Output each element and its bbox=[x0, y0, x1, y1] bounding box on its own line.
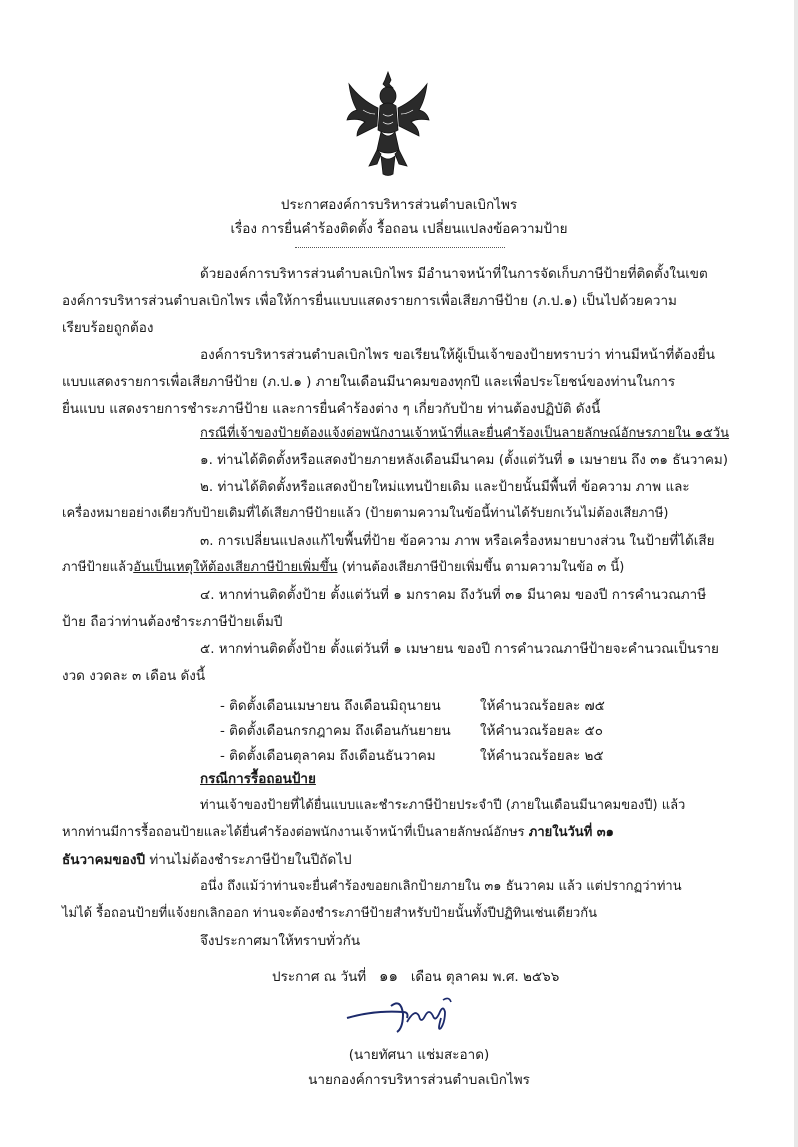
paragraph-3-line-1: ท่านเจ้าของป้ายที่ได้ยื่นแบบและชำระภาษีป้ายประจำปี (ภายในเดือนมีนาคมของปี) แล้ว bbox=[200, 798, 686, 813]
item-4-line-2: ป้าย ถือว่าท่านต้องชำระภาษีป้ายเต็มปี bbox=[62, 614, 283, 630]
paragraph-3-line-3 bbox=[62, 851, 352, 869]
paragraph-3-line-2 bbox=[62, 824, 614, 842]
case-1-heading: กรณีที่เจ้าของป้ายต้องแจ้งต่อพนักงานเจ้าหน้าที่และยื่นคำร้องเป็นลายลักษณ์อักษรภายใน ๑๕วัน bbox=[200, 426, 730, 441]
date-prefix: ประกาศ ณ วันที่ bbox=[272, 969, 367, 985]
paragraph-3-line-2-start: หากท่านมีการรื้อถอนป้ายและได้ยื่นคำร้องต่อพนักงานเจ้าหน้าที่เป็นลายลักษณ์อักษร bbox=[62, 825, 529, 840]
paragraph-3-line-3-end: ท่านไม่ต้องชำระภาษีป้ายในปีถัดไป bbox=[145, 852, 352, 868]
separator-dotted-line bbox=[295, 247, 505, 248]
handwritten-signature bbox=[345, 988, 475, 1043]
item-3-line-2-end: (ท่านต้องเสียภาษีป้ายเพิ่มขึ้น ตามความในข้อ ๓ นี้) bbox=[337, 560, 625, 575]
rate-period-2: - ติดตั้งเดือนกรกฎาคม ถึงเดือนกันยายน bbox=[220, 723, 451, 739]
item-1: ๑. ท่านได้ติดตั้งหรือแสดงป้ายภายหลังเดือนมีนาคม (ตั้งแต่วันที่ ๑ เมษายน ถึง ๓๑ ธันวาคม) bbox=[200, 452, 729, 468]
rate-value-3: ให้คำนวณร้อยละ ๒๕ bbox=[480, 748, 604, 764]
rate-period-1: - ติดตั้งเดือนเมษายน ถึงเดือนมิถุนายน bbox=[220, 698, 441, 714]
rate-period-3: - ติดตั้งเดือนตุลาคม ถึงเดือนธันวาคม bbox=[220, 748, 436, 764]
paragraph-1-line-3: เรียบร้อยถูกต้อง bbox=[62, 320, 154, 336]
paragraph-4-line-1: อนึ่ง ถึงแม้ว่าท่านจะยื่นคำร้องขอยกเลิกป้ายภายใน ๓๑ ธันวาคม แล้ว แต่ปรากฏว่าท่าน bbox=[200, 879, 682, 894]
paragraph-4-line-2: ไม่ได้ รื้อถอนป้ายที่แจ้งยกเลิกออก ท่านจะต้องชำระภาษีป้ายสำหรับป้ายนั้นทั้งปีปฏิทินเช่นเดียวกัน bbox=[62, 906, 597, 921]
date-day: ๑๑ bbox=[378, 967, 399, 985]
item-2-line-1: ๒. ท่านได้ติดตั้งหรือแสดงป้ายใหม่แทนป้ายเดิม และป้ายนั้นมีพื้นที่ ข้อความ ภาพ และ bbox=[200, 479, 690, 495]
signatory-position: นายกองค์การบริหารส่วนตำบลเบิกไพร bbox=[308, 1072, 530, 1088]
announcement-title: ประกาศองค์การบริหารส่วนตำบลเบิกไพร bbox=[280, 197, 518, 213]
paragraph-2-line-1: องค์การบริหารส่วนตำบลเบิกไพร ขอเรียนให้ผู้เป็นเจ้าของป้ายทราบว่า ท่านมีหน้าที่ต้องยื่น bbox=[200, 347, 715, 363]
date-month-year: เดือน ตุลาคม พ.ศ. ๒๕๖๖ bbox=[410, 969, 560, 985]
item-5-line-1: ๕. หากท่านติดตั้งป้าย ตั้งแต่วันที่ ๑ เมษายน ของปี การคำนวณภาษีป้ายจะคำนวณเป็นราย bbox=[200, 641, 719, 657]
rate-value-2: ให้คำนวณร้อยละ ๕๐ bbox=[480, 723, 603, 739]
item-3-line-2-start: ภาษีป้ายแล้ว bbox=[62, 560, 134, 575]
item-3-line-1: ๓. การเปลี่ยนแปลงแก้ไขพื้นที่ป้าย ข้อความ ภาพ หรือเครื่องหมายบางส่วน ในป้ายที่ได้เสีย bbox=[200, 533, 715, 549]
announcement-date bbox=[272, 967, 559, 986]
item-4-line-1: ๔. หากท่านติดตั้งป้าย ตั้งแต่วันที่ ๑ มกราคม ถึงวันที่ ๓๑ มีนาคม ของปี การคำนวณภาษี bbox=[200, 587, 707, 603]
paragraph-1-line-1: ด้วยองค์การบริหารส่วนตำบลเบิกไพร มีอำนาจหน้าที่ในการจัดเก็บภาษีป้ายที่ติดตั้งในเขต bbox=[200, 266, 708, 282]
closing-sentence: จึงประกาศมาให้ทราบทั่วกัน bbox=[200, 933, 361, 949]
signatory-name: (นายทัศนา แช่มสะอาด) bbox=[348, 1047, 490, 1063]
paragraph-1-line-2: องค์การบริหารส่วนตำบลเบิกไพร เพื่อให้การยื่นแบบแสดงรายการเพื่อเสียภาษีป้าย (ภ.ป.๑) เป็นไปด้วยความ bbox=[62, 293, 677, 309]
announcement-subject: เรื่อง การยื่นคำร้องติดตั้ง รื้อถอน เปลี่ยนแปลงข้อความป้าย bbox=[230, 221, 568, 237]
case-2-heading: กรณีการรื้อถอนป้าย bbox=[200, 771, 316, 787]
garuda-emblem-icon bbox=[343, 70, 433, 178]
item-3-line-2 bbox=[62, 559, 624, 577]
item-5-line-2: งวด งวดละ ๓ เดือน ดังนี้ bbox=[62, 668, 206, 684]
item-2-line-2: เครื่องหมายอย่างเดียวกับป้ายเดิมที่ได้เสียภาษีป้ายแล้ว (ป้ายตามความในข้อนี้ท่านได้รับยกเว้นไม่ต้องเสียภาษี) bbox=[62, 506, 669, 521]
paragraph-3-bold-date: ภายในวันที่ ๓๑ bbox=[528, 825, 614, 840]
rate-value-1: ให้คำนวณร้อยละ ๗๕ bbox=[480, 698, 605, 714]
item-3-underlined-phrase: อันเป็นเหตุให้ต้องเสียภาษีป้ายเพิ่มขึ้น bbox=[133, 560, 338, 575]
paragraph-2-line-3: ยื่นแบบ แสดงรายการชำระภาษีป้าย และการยื่นคำร้องต่าง ๆ เกี่ยวกับป้าย ท่านต้องปฏิบัติ ดังนี้ bbox=[62, 401, 601, 417]
paragraph-3-bold-month: ธันวาคมของปี bbox=[62, 852, 146, 868]
paragraph-2-line-2: แบบแสดงรายการเพื่อเสียภาษีป้าย (ภ.ป.๑ ) ภายในเดือนมีนาคมของทุกปี และเพื่อประโยชน์ของท่านในการ bbox=[62, 374, 676, 390]
scan-edge-shadow bbox=[794, 0, 798, 1147]
